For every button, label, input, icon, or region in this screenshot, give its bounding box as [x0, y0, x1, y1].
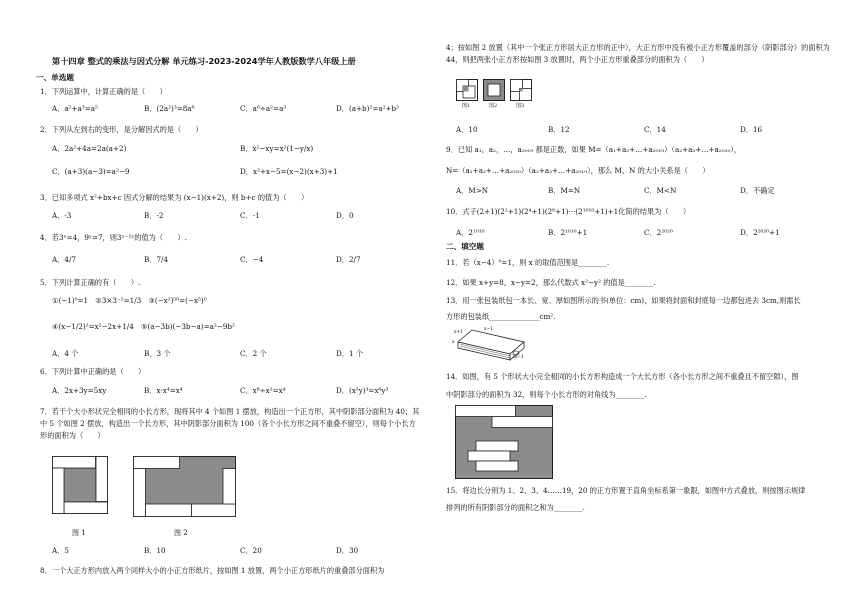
q7-stem: 7．若干个大小形状完全相同的小长方形，现将其中 4 个如图 1 摆放，构造出一个正方形，其中阴影部分面积为 40；其中 5 个如图 2 摆放，构造出一个长方形，其中阴影部分面积为 100（各个小长方形之间不重叠不留空），则每个小长方形的面积为（ ）	[40, 407, 420, 441]
q5-stem: 5．下列计算正确的有（ ）.	[40, 278, 141, 287]
q11-stem: 11．若（x−4）⁰=1，则 x 的取值范围是________.	[446, 258, 610, 267]
q3-stem: 3．已知多项式 x²+bx+c 因式分解的结果为 (x−1)(x+2)，则 b+c 的值为（ ）	[40, 193, 309, 202]
q13-dim-2: x+1	[454, 330, 464, 335]
q6-options	[52, 386, 388, 395]
q6-option-d[interactable]: D．(x²y)³=x⁶y³	[336, 386, 389, 395]
q4-options	[52, 255, 361, 264]
q10-option-b[interactable]: B．2¹⁰¹⁰+1	[548, 228, 588, 237]
q8-option-b[interactable]: B．12	[548, 125, 570, 134]
q2-option-b[interactable]: B．x²−xy=x²(1−y/x)	[240, 144, 314, 153]
q12-stem: 12．如果 x+y=8，x−y=2，那么代数式 x²−y² 的值是________.	[446, 278, 656, 287]
q13-stem-line2: 方形的包装纸______________cm².	[446, 312, 556, 321]
q14-figure	[455, 405, 553, 479]
q5-options	[52, 349, 363, 358]
q13-dim-1: x	[452, 340, 455, 345]
q15-stem-line2: 排列的所有阴影部分的面积之和为________.	[446, 503, 585, 512]
q5-option-c[interactable]: C．2 个	[240, 349, 267, 358]
q3-option-d[interactable]: D．0	[336, 211, 354, 220]
page-title: 第十四章 整式的乘法与因式分解 单元练习-2023-2024学年人教版数学八年级上册	[52, 56, 356, 66]
q7-option-a[interactable]: A．5	[52, 546, 69, 555]
q10-options	[456, 228, 780, 237]
q1-stem: 1．下列运算中，计算正确的是（ ）	[40, 87, 167, 96]
q9-option-c[interactable]: C．M<N	[644, 186, 677, 195]
q1-option-d[interactable]: D．(a+b)²=a²+b²	[336, 104, 400, 113]
q1-option-c[interactable]: C．a⁶÷a²=a³	[240, 104, 287, 113]
q7-option-b[interactable]: B．10	[144, 546, 166, 555]
q9-option-b[interactable]: B．M=N	[548, 186, 581, 195]
q5-line1: ①(−1)⁰=1 ②3×3⁻²=1/3 ③(−x²)⁵⁰=(−x⁵)⁰	[52, 296, 207, 305]
q9-stem: 9．已知 a₁，a₂，…，a₂₀₁₉ 都是正数，如果 M=（a₁+a₂+…+a₂₀₁₉）（a₂+a₃+…+a₂₀₂₀），	[446, 145, 742, 154]
q9-option-d[interactable]: D．不确定	[740, 186, 775, 195]
q6-option-b[interactable]: B．x·x⁴=x⁴	[144, 386, 183, 395]
q15-stem: 15．将边长分别为 1、2、3、4……19，20 的正方形置于直角坐标系第一象限，如图中方式叠放，则按图示规律	[446, 486, 806, 495]
q2-options-row2	[52, 167, 338, 176]
q8-stem-continued: 4；按如图 2 放置（其中一个张正方形居大正方形的正中），大正方形中没有被小正方形覆盖的部分（阴影部分）的面积为 44，则把两张小正方形按如图 3 放置时，两个小正方形重叠部分的面积为（ ）	[446, 43, 830, 65]
q7-figure-2-caption: 图 2	[174, 529, 188, 537]
q5-line2: ④(x−1/2)²=x²−2x+1/4 ⑤(a−3b)(−3b−a)=a²−9b²	[52, 322, 235, 331]
q4-option-b[interactable]: B．7/4	[144, 255, 169, 264]
section-fill-in: 二、填空题	[446, 242, 484, 251]
q6-option-c[interactable]: C．x⁸÷x²=x⁴	[240, 386, 286, 395]
q13-dim-3: x−1	[484, 327, 494, 332]
q7-figure-1-caption: 图 1	[72, 529, 86, 537]
q9-option-a[interactable]: A．M>N	[456, 186, 489, 195]
q3-option-a[interactable]: A．-3	[52, 211, 72, 220]
q7-option-d[interactable]: D．30	[336, 546, 359, 555]
q9-stem-line2: N=（a₁+a₂+…+a₂₀₂₀）（a₂+a₃+…+a₂₀₁₉），那么 M，N 的大小关系是（ ）	[446, 166, 710, 175]
q3-option-b[interactable]: B．-2	[144, 211, 164, 220]
q8-option-c[interactable]: C．14	[644, 125, 666, 134]
q1-option-a[interactable]: A．a²+a³=a⁵	[52, 104, 98, 113]
q8-figure-3	[510, 79, 532, 101]
q8-option-d[interactable]: D．16	[740, 125, 763, 134]
q13-dim-4: 2x−1	[512, 355, 525, 360]
q6-stem: 6．下列计算中正确的是（ ）	[40, 367, 146, 376]
q2-option-c[interactable]: C．(a+3)(a−3)=a²−9	[52, 167, 130, 176]
q9-options	[456, 186, 775, 195]
q2-option-a[interactable]: A．2a²+4a=2a(a+2)	[52, 144, 127, 153]
q8-figure-1	[456, 79, 478, 101]
q8-figure-1-caption: 图1	[462, 103, 471, 109]
q8-option-a[interactable]: A．10	[456, 125, 478, 134]
q10-option-c[interactable]: C．2²⁰²⁰	[644, 228, 673, 237]
q3-option-c[interactable]: C．-1	[240, 211, 260, 220]
q8-figure-3-caption: 图3	[516, 103, 525, 109]
q8-options	[456, 125, 762, 134]
q8-figure-2-caption: 图2	[489, 103, 498, 109]
q7-figure-1	[52, 456, 108, 514]
q2-options-row1	[52, 144, 313, 153]
q2-option-d[interactable]: D．x²+x−5=(x−2)(x+3)+1	[240, 167, 338, 176]
q10-option-a[interactable]: A．2¹⁰¹⁰	[456, 228, 485, 237]
q4-stem: 4．若3ˣ=4，9ʸ=7，则3ˣ⁻²ʸ的值为（ ）.	[40, 233, 187, 242]
q10-option-d[interactable]: D．2²⁰²⁰+1	[740, 228, 780, 237]
q5-option-b[interactable]: B．3 个	[144, 349, 171, 358]
q4-option-d[interactable]: D．2/7	[336, 255, 361, 264]
q7-option-c[interactable]: C．20	[240, 546, 262, 555]
q14-stem: 14．如图，有 5 个形状大小完全相同的小长方形构造成一个大长方形（各小长方形之间不重叠且不留空隙），图	[446, 372, 799, 381]
q8-figure-2	[483, 79, 505, 101]
q3-options	[52, 211, 354, 220]
q4-option-c[interactable]: C．−4	[240, 255, 264, 264]
q10-stem: 10．式子(2+1)(2²+1)(2⁴+1)(2⁸+1)···(2¹⁰¹⁰+1)+1化简的结果为（ ）	[446, 207, 691, 216]
section-single-choice: 一、单选题	[36, 73, 74, 82]
q8-stem: 8．一个大正方形内放入两个同样大小的小正方形纸片，按如图 1 放置，两个小正方形纸片的重叠部分面积为	[40, 566, 385, 575]
q1-options	[52, 104, 399, 113]
q4-option-a[interactable]: A．4/7	[52, 255, 76, 264]
q2-stem: 2．下列从左到右的变形，是分解因式的是（ ）	[40, 125, 203, 134]
q7-options	[52, 546, 358, 555]
q7-figure-2	[133, 456, 236, 517]
q13-stem: 13．用一张包装纸包一本长、宽、厚如图所示的书(单位：cm)，如果将封面和封底每一边都包进去 3cm,则需长	[446, 296, 801, 305]
q1-option-b[interactable]: B．(2a²)³=8a⁶	[144, 104, 195, 113]
q5-option-d[interactable]: D．1 个	[336, 349, 363, 358]
q5-option-a[interactable]: A．4 个	[52, 349, 79, 358]
q6-option-a[interactable]: A．2x+3y=5xy	[52, 386, 107, 395]
q14-stem-line2: 中阴影部分的面积为 32，则每个小长方形的对角线为________.	[446, 390, 647, 399]
